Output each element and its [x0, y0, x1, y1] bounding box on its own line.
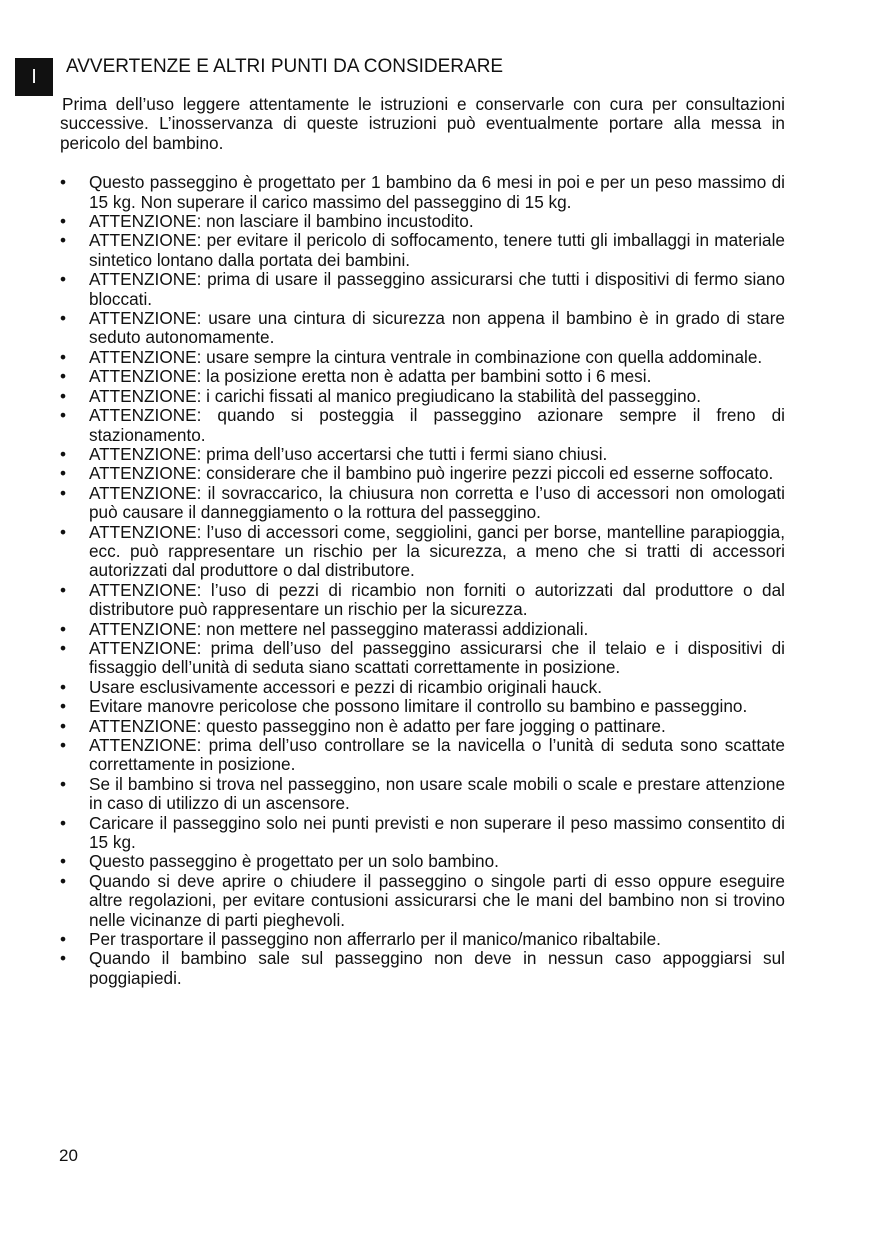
warning-item: • ATTENZIONE: prima dell’uso controllare se la navicella o l’unità di seduta sono scattate correttamente in posizione.: [60, 736, 785, 775]
warning-item: • ATTENZIONE: usare sempre la cintura ventrale in combinazione con quella addominale.: [60, 348, 785, 367]
warning-item: • ATTENZIONE: prima di usare il passeggino assicurarsi che tutti i dispositivi di fermo siano bloccati.: [60, 270, 785, 309]
warning-item: • ATTENZIONE: i carichi fissati al manico pregiudicano la stabilità del passeggino.: [60, 387, 785, 406]
warning-item: • ATTENZIONE: usare una cintura di sicurezza non appena il bambino è in grado di stare seduto autonomamente.: [60, 309, 785, 348]
warning-item: • ATTENZIONE: questo passeggino non è adatto per fare jogging o pattinare.: [60, 717, 785, 736]
warning-item: • ATTENZIONE: il sovraccarico, la chiusura non corretta e l’uso di accessori non omologati può causare il danneggiamento o la rottura del passeggino.: [60, 484, 785, 523]
document-body: [60, 95, 785, 988]
warning-item: • Questo passeggino è progettato per un solo bambino.: [60, 852, 785, 871]
page-number: 20: [59, 1146, 78, 1165]
warning-item: • ATTENZIONE: l’uso di accessori come, seggiolini, ganci per borse, mantelline parapioggia, ecc. può rappresentare un rischio per la sicurezza, a meno che si tratti di accessori autorizzati dal produttore o dal distributore.: [60, 523, 785, 581]
warning-item: • Usare esclusivamente accessori e pezzi di ricambio originali hauck.: [60, 678, 785, 697]
warning-item: • ATTENZIONE: non lasciare il bambino incustodito.: [60, 212, 785, 231]
warning-item: • ATTENZIONE: la posizione eretta non è adatta per bambini sotto i 6 mesi.: [60, 367, 785, 386]
warning-item: • ATTENZIONE: considerare che il bambino può ingerire pezzi piccoli ed esserne soffocato.: [60, 464, 785, 483]
warning-item: • Caricare il passeggino solo nei punti previsti e non superare il peso massimo consentito di 15 kg.: [60, 814, 785, 853]
warning-item: • ATTENZIONE: per evitare il pericolo di soffocamento, tenere tutti gli imballaggi in materiale sintetico lontano dalla portata dei bambini.: [60, 231, 785, 270]
language-tab: I: [15, 58, 53, 96]
warnings-list: [60, 173, 785, 988]
warning-item: • ATTENZIONE: non mettere nel passeggino materassi addizionali.: [60, 620, 785, 639]
warning-item: • ATTENZIONE: prima dell’uso accertarsi che tutti i fermi siano chiusi.: [60, 445, 785, 464]
warning-item: • Per trasportare il passeggino non afferrarlo per il manico/manico ribaltabile.: [60, 930, 785, 949]
warning-item: • Questo passeggino è progettato per 1 bambino da 6 mesi in poi e per un peso massimo di 15 kg. Non superare il carico massimo del passeggino di 15 kg.: [60, 173, 785, 212]
warning-item: • Se il bambino si trova nel passeggino, non usare scale mobili o scale e prestare attenzione in caso di utilizzo di un ascensore.: [60, 775, 785, 814]
warning-item: • ATTENZIONE: quando si posteggia il passeggino azionare sempre il freno di stazionamento.: [60, 406, 785, 445]
warning-item: • ATTENZIONE: l’uso di pezzi di ricambio non forniti o autorizzati dal produttore o dal distributore può rappresentare un rischio per la sicurezza.: [60, 581, 785, 620]
warning-item: • Quando si deve aprire o chiudere il passeggino o singole parti di esso oppure eseguire altre regolazioni, per evitare contusioni assicurarsi che le mani del bambino non si trovino nelle vicinanze di parti pieghevoli.: [60, 872, 785, 930]
page-title: AVVERTENZE E ALTRI PUNTI DA CONSIDERARE: [66, 56, 504, 77]
warning-item: • Quando il bambino sale sul passeggino non deve in nessun caso appoggiarsi sul poggiapiedi.: [60, 949, 785, 988]
warning-item: • Evitare manovre pericolose che possono limitare il controllo su bambino e passeggino.: [60, 697, 785, 716]
warning-item: • ATTENZIONE: prima dell’uso del passeggino assicurarsi che il telaio e i dispositivi di fissaggio dell’unità di seduta siano scattati correttamente in posizione.: [60, 639, 785, 678]
intro-paragraph: Prima dell’uso leggere attentamente le istruzioni e conservarle con cura per consultazioni successive. L’inosservanza di queste istruzioni può eventualmente portare alla messa in pericolo del bambino.: [60, 94, 785, 153]
